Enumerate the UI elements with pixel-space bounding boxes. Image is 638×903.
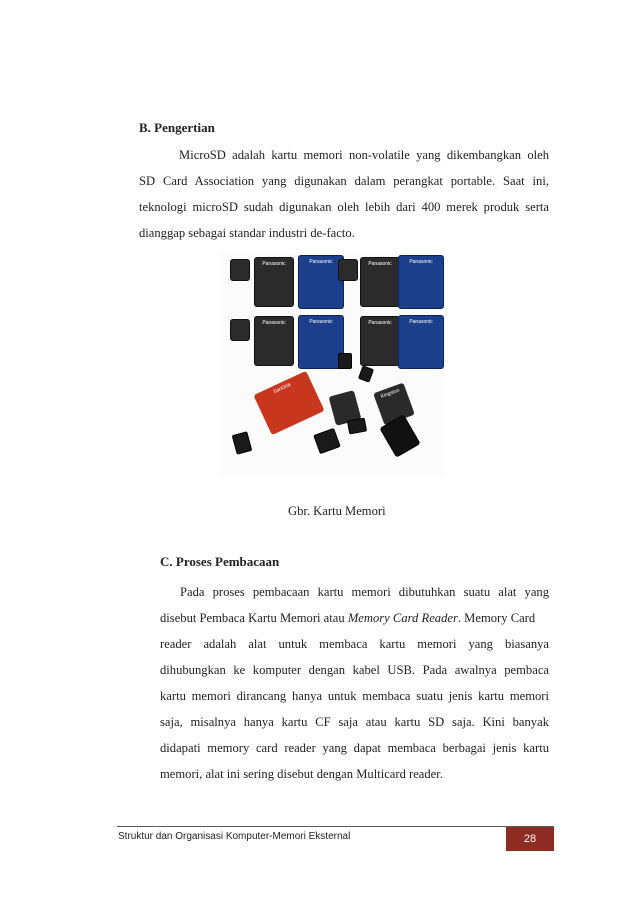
sd-adapter-image: Panasonic xyxy=(254,316,294,366)
paragraph-text: . Memory Card xyxy=(457,611,536,625)
sd-adapter-image: Panasonic xyxy=(398,255,444,309)
paragraph-line: didapati memory card reader yang dapat membaca berbagai jenis kartu xyxy=(160,741,549,755)
paragraph-line: SD Card Association yang digunakan dalam perangkat portable. Saat ini, xyxy=(139,174,549,188)
section-b-heading: B. Pengertian xyxy=(139,120,215,135)
microsd-card-image xyxy=(338,259,358,281)
section-b-paragraph xyxy=(139,142,549,246)
kingston-card-image: Kingston xyxy=(373,383,415,426)
microsd-card-image xyxy=(358,365,374,382)
microsd-card-image xyxy=(313,428,341,454)
sd-adapter-image: Panasonic xyxy=(360,257,400,307)
microsd-card-image xyxy=(347,418,367,435)
paragraph-line: dihubungkan ke komputer dengan kabel USB. Pada awalnya pembaca xyxy=(160,663,549,677)
microsd-card-image xyxy=(230,319,250,341)
paragraph-line: teknologi microSD sudah digunakan oleh lebih dari 400 merek produk serta xyxy=(139,200,549,214)
sandisk-card-image: SanDisk xyxy=(253,371,324,435)
section-c-paragraph xyxy=(160,579,549,787)
paragraph-line: saja, misalnya hanya kartu CF saja atau kartu SD saja. Kini banyak xyxy=(160,715,549,729)
page-number: 28 xyxy=(506,827,554,851)
memory-card-figure xyxy=(220,253,444,475)
footer-divider xyxy=(117,826,554,827)
paragraph-line: reader adalah alat untuk membaca kartu memori yang biasanya xyxy=(160,637,549,651)
paragraph-line: MicroSD adalah kartu memori non-volatile yang dikembangkan oleh xyxy=(179,148,549,162)
paragraph-line xyxy=(160,605,549,631)
section-c-heading: C. Proses Pembacaan xyxy=(160,554,280,569)
microsd-card-image xyxy=(232,431,253,454)
microsd-card-image xyxy=(338,353,352,369)
microsd-card-image xyxy=(230,259,250,281)
sd-adapter-image: Panasonic xyxy=(398,315,444,369)
paragraph-line: memori, alat ini sering disebut dengan Multicard reader. xyxy=(160,767,443,781)
sd-adapter-image: Panasonic xyxy=(298,255,344,309)
paragraph-line: Pada proses pembacaan kartu memori dibutuhkan suatu alat yang xyxy=(180,585,549,599)
figure-caption: Gbr. Kartu Memori xyxy=(288,504,386,518)
italic-term: Memory Card Reader xyxy=(347,611,458,625)
sd-adapter-image: Panasonic xyxy=(254,257,294,307)
sd-adapter-image: Panasonic xyxy=(298,315,344,369)
paragraph-text: disebut Pembaca Kartu Memori atau xyxy=(160,611,345,625)
paragraph-line: kartu memori dirancang hanya untuk membaca suatu jenis kartu memori xyxy=(160,689,549,703)
paragraph-line: dianggap sebagai standar industri de-facto. xyxy=(139,226,355,240)
footer-title: Struktur dan Organisasi Komputer-Memori Eksternal xyxy=(118,831,351,842)
sd-adapter-image: Panasonic xyxy=(360,316,400,366)
